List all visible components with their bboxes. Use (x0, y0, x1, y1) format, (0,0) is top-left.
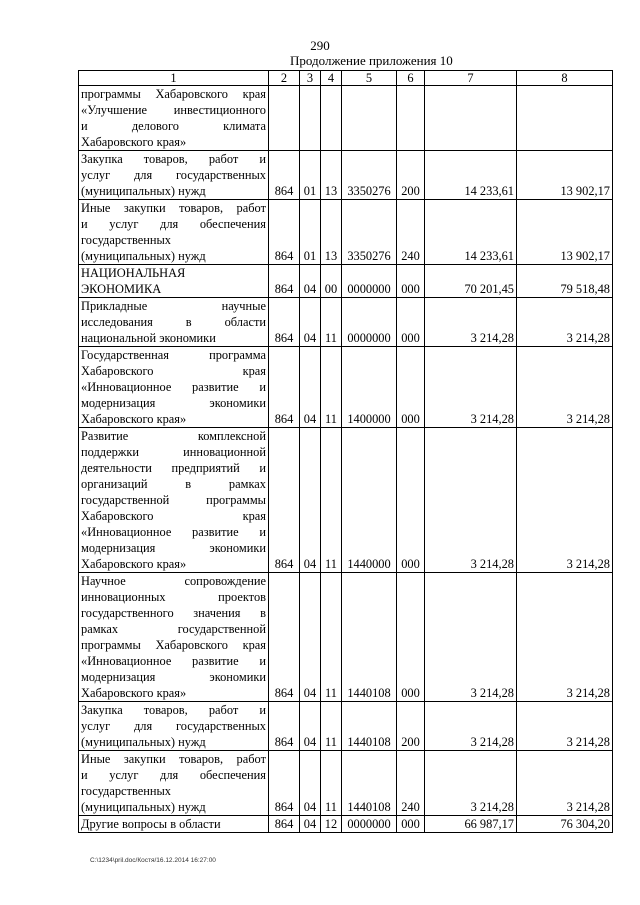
amount-year2-cell: 3 214,28 (517, 428, 613, 573)
row-name-line: исследования в области (81, 315, 266, 329)
column-number-row (79, 71, 613, 86)
amount-year1-cell: 3 214,28 (425, 702, 517, 751)
row-name-line: ЭКОНОМИКА (81, 282, 162, 296)
amount-year1-cell: 66 987,17 (425, 816, 517, 833)
table-row (79, 265, 613, 298)
target-article-cell (342, 86, 397, 151)
column-header: 1 (79, 71, 269, 86)
row-name-cell (79, 265, 269, 298)
ministry-code-cell: 864 (269, 347, 300, 428)
subsection-code-cell: 11 (321, 428, 342, 573)
table-row (79, 702, 613, 751)
row-name-line: Хабаровского края» (81, 686, 187, 700)
target-article-cell: 3350276 (342, 151, 397, 200)
target-article-cell: 0000000 (342, 816, 397, 833)
section-code-cell: 01 (300, 151, 321, 200)
ministry-code-cell: 864 (269, 151, 300, 200)
table-row (79, 347, 613, 428)
row-name-line: (муниципальных) нужд (81, 184, 206, 198)
expense-type-cell: 000 (397, 816, 425, 833)
amount-year2-cell: 3 214,28 (517, 573, 613, 702)
row-name-line: и делового климата (81, 119, 266, 133)
target-article-cell: 1400000 (342, 347, 397, 428)
table-row (79, 816, 613, 833)
row-name-cell (79, 151, 269, 200)
row-name-line: и услуг для обеспечения (81, 217, 266, 231)
section-code-cell: 04 (300, 573, 321, 702)
amount-year1-cell: 3 214,28 (425, 573, 517, 702)
row-name-line: Научное сопровождение (81, 574, 266, 588)
section-code-cell: 04 (300, 751, 321, 816)
budget-table (78, 70, 613, 833)
subsection-code-cell: 11 (321, 298, 342, 347)
amount-year2-cell: 3 214,28 (517, 347, 613, 428)
section-code-cell (300, 86, 321, 151)
row-name-line: поддержки инновационной (81, 445, 266, 459)
expense-type-cell: 000 (397, 573, 425, 702)
ministry-code-cell (269, 86, 300, 151)
target-article-cell: 1440108 (342, 751, 397, 816)
amount-year1-cell: 70 201,45 (425, 265, 517, 298)
row-name-line: модернизация экономики (81, 670, 266, 684)
section-code-cell: 04 (300, 298, 321, 347)
row-name-line: и услуг для обеспечения (81, 768, 266, 782)
row-name-line: государственных (81, 784, 172, 798)
ministry-code-cell: 864 (269, 200, 300, 265)
row-name-line: государственных (81, 233, 172, 247)
table-row (79, 573, 613, 702)
table-row (79, 298, 613, 347)
ministry-code-cell: 864 (269, 573, 300, 702)
row-name-line: Хабаровского края (81, 364, 266, 378)
column-header: 8 (517, 71, 613, 86)
row-name-line: рамках государственной (81, 622, 266, 636)
row-name-line: программы Хабаровского края (81, 638, 266, 652)
subsection-code-cell: 11 (321, 751, 342, 816)
expense-type-cell: 200 (397, 702, 425, 751)
row-name-cell (79, 428, 269, 573)
amount-year1-cell: 3 214,28 (425, 298, 517, 347)
row-name-cell (79, 200, 269, 265)
expense-type-cell: 000 (397, 298, 425, 347)
file-path-footer: C:\1234\pril.doc/Костя/16.12.2014 16:27:00 (90, 857, 216, 864)
row-name-cell (79, 816, 269, 833)
expense-type-cell: 000 (397, 347, 425, 428)
row-name-line: модернизация экономики (81, 541, 266, 555)
amount-year1-cell (425, 86, 517, 151)
subsection-code-cell: 11 (321, 702, 342, 751)
target-article-cell: 0000000 (342, 265, 397, 298)
subsection-code-cell: 11 (321, 573, 342, 702)
row-name-line: Иные закупки товаров, работ (81, 752, 266, 766)
row-name-line: Закупка товаров, работ и (81, 703, 266, 717)
row-name-line: (муниципальных) нужд (81, 735, 206, 749)
amount-year2-cell: 13 902,17 (517, 200, 613, 265)
amount-year2-cell: 79 518,48 (517, 265, 613, 298)
section-code-cell: 04 (300, 265, 321, 298)
ministry-code-cell: 864 (269, 298, 300, 347)
target-article-cell: 0000000 (342, 298, 397, 347)
row-name-cell (79, 298, 269, 347)
column-header: 5 (342, 71, 397, 86)
target-article-cell: 1440000 (342, 428, 397, 573)
ministry-code-cell: 864 (269, 816, 300, 833)
amount-year1-cell: 14 233,61 (425, 151, 517, 200)
section-code-cell: 04 (300, 347, 321, 428)
target-article-cell: 1440108 (342, 702, 397, 751)
row-name-line: Хабаровского края (81, 509, 266, 523)
column-header: 2 (269, 71, 300, 86)
row-name-line: услуг для государственных (81, 168, 266, 182)
section-code-cell: 04 (300, 702, 321, 751)
subsection-code-cell: 12 (321, 816, 342, 833)
ministry-code-cell: 864 (269, 265, 300, 298)
row-name-line: НАЦИОНАЛЬНАЯ (81, 266, 186, 280)
target-article-cell: 3350276 (342, 200, 397, 265)
row-name-line: «Инновационное развитие и (81, 654, 266, 668)
row-name-cell (79, 86, 269, 151)
expense-type-cell: 000 (397, 428, 425, 573)
amount-year2-cell: 76 304,20 (517, 816, 613, 833)
row-name-line: модернизация экономики (81, 396, 266, 410)
row-name-line: Иные закупки товаров, работ (81, 201, 266, 215)
row-name-line: «Инновационное развитие и (81, 380, 266, 394)
subsection-code-cell: 11 (321, 347, 342, 428)
amount-year1-cell: 14 233,61 (425, 200, 517, 265)
ministry-code-cell: 864 (269, 751, 300, 816)
row-name-line: Хабаровского края» (81, 412, 187, 426)
column-header: 6 (397, 71, 425, 86)
row-name-line: Хабаровского края» (81, 135, 187, 149)
row-name-cell (79, 347, 269, 428)
row-name-line: «Инновационное развитие и (81, 525, 266, 539)
table-body (79, 86, 613, 833)
row-name-line: организаций в рамках (81, 477, 266, 491)
column-header: 4 (321, 71, 342, 86)
column-header: 7 (425, 71, 517, 86)
row-name-line: инновационных проектов (81, 590, 266, 604)
row-name-cell (79, 573, 269, 702)
row-name-line: Развитие комплексной (81, 429, 266, 443)
amount-year2-cell: 3 214,28 (517, 702, 613, 751)
subsection-code-cell: 13 (321, 151, 342, 200)
ministry-code-cell: 864 (269, 702, 300, 751)
amount-year1-cell: 3 214,28 (425, 347, 517, 428)
row-name-line: «Улучшение инвестиционного (81, 103, 266, 117)
row-name-line: государственного значения в (81, 606, 266, 620)
row-name-line: Хабаровского края» (81, 557, 187, 571)
row-name-line: государственной программы (81, 493, 266, 507)
amount-year1-cell: 3 214,28 (425, 751, 517, 816)
expense-type-cell: 240 (397, 751, 425, 816)
table-row (79, 86, 613, 151)
appendix-caption: Продолжение приложения 10 (290, 53, 453, 68)
row-name-line: Государственная программа (81, 348, 266, 362)
expense-type-cell: 000 (397, 265, 425, 298)
expense-type-cell (397, 86, 425, 151)
section-code-cell: 01 (300, 200, 321, 265)
ministry-code-cell: 864 (269, 428, 300, 573)
table-row (79, 200, 613, 265)
row-name-line: (муниципальных) нужд (81, 800, 206, 814)
expense-type-cell: 240 (397, 200, 425, 265)
amount-year2-cell: 3 214,28 (517, 298, 613, 347)
row-name-line: Закупка товаров, работ и (81, 152, 266, 166)
amount-year2-cell (517, 86, 613, 151)
row-name-line: (муниципальных) нужд (81, 249, 206, 263)
amount-year2-cell: 13 902,17 (517, 151, 613, 200)
row-name-line: деятельности предприятий и (81, 461, 266, 475)
row-name-cell (79, 702, 269, 751)
table-row (79, 151, 613, 200)
row-name-line: Другие вопросы в области (81, 817, 221, 831)
page-number: 290 (310, 38, 330, 53)
expense-type-cell: 200 (397, 151, 425, 200)
section-code-cell: 04 (300, 816, 321, 833)
target-article-cell: 1440108 (342, 573, 397, 702)
section-code-cell: 04 (300, 428, 321, 573)
row-name-line: услуг для государственных (81, 719, 266, 733)
row-name-line: Прикладные научные (81, 299, 266, 313)
table-row (79, 751, 613, 816)
subsection-code-cell (321, 86, 342, 151)
column-header: 3 (300, 71, 321, 86)
row-name-line: национальной экономики (81, 331, 216, 345)
row-name-cell (79, 751, 269, 816)
amount-year2-cell: 3 214,28 (517, 751, 613, 816)
subsection-code-cell: 00 (321, 265, 342, 298)
amount-year1-cell: 3 214,28 (425, 428, 517, 573)
table-row (79, 428, 613, 573)
row-name-line: программы Хабаровского края (81, 87, 266, 101)
subsection-code-cell: 13 (321, 200, 342, 265)
